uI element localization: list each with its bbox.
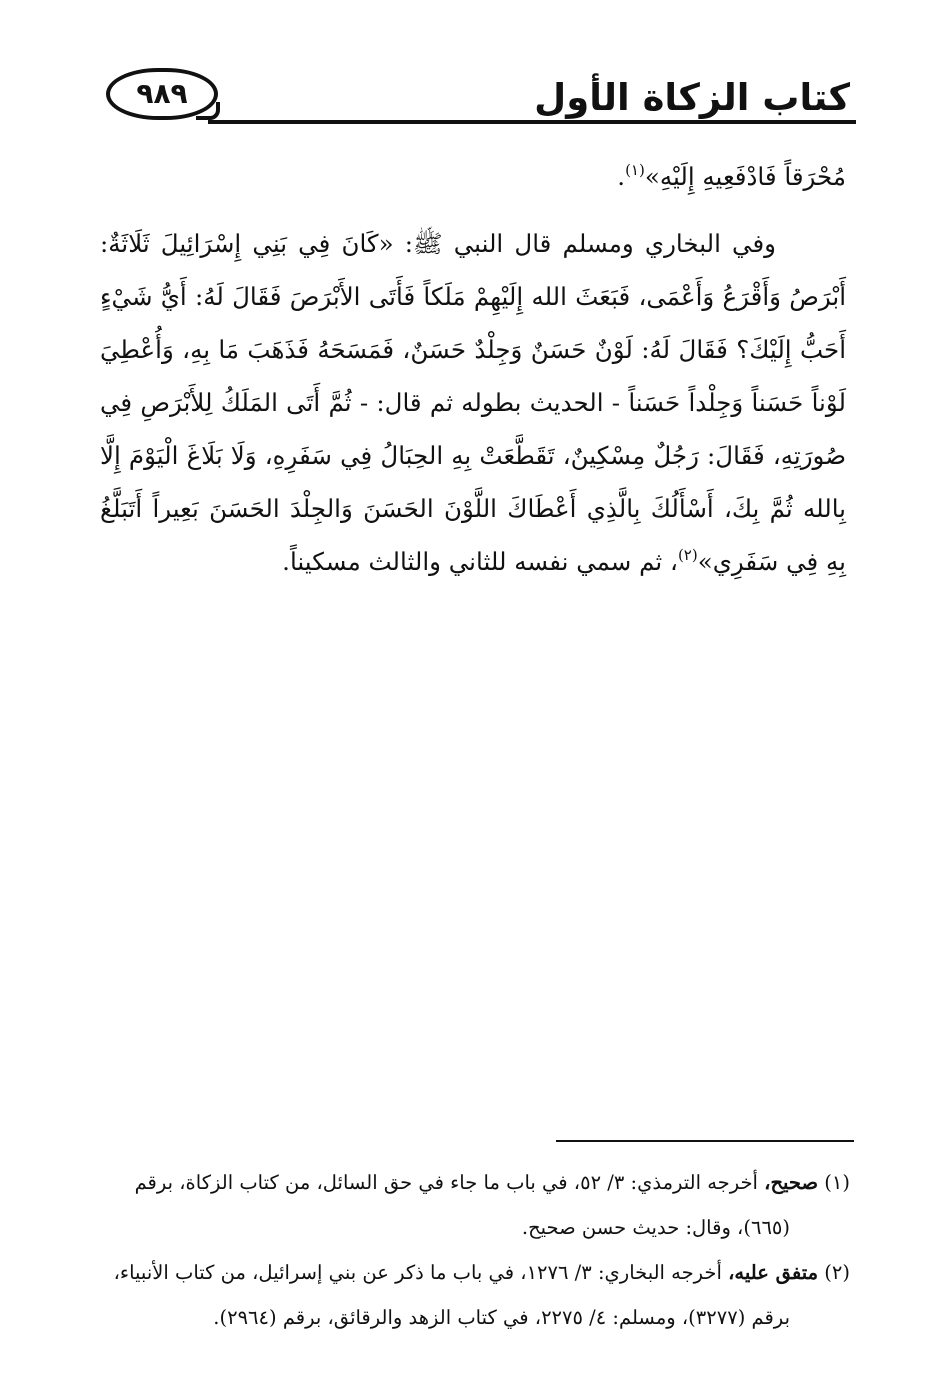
- footnote-1-line2: (٦٦٥)، وقال: حديث حسن صحيح.: [521, 1216, 790, 1239]
- paragraph-1: [100, 150, 846, 203]
- footnote-2: [100, 1250, 850, 1295]
- paragraph-2-end: ، ثم سمي نفسه للثاني والثالث مسكيناً.: [282, 547, 678, 576]
- footnote-2-lead: متفق عليه،: [728, 1261, 819, 1284]
- footnote-ref-2[interactable]: (٢): [677, 546, 698, 564]
- page-header: [96, 62, 856, 132]
- footnote-2-line1: أخرجه البخاري: ٣/ ١٢٧٦، في باب ما ذكر عن بني إسرائيل، من كتاب الأنبياء،: [113, 1261, 722, 1284]
- footnote-1-lead: صحيح،: [764, 1171, 819, 1194]
- footnote-1-marker: (١): [824, 1171, 850, 1194]
- header-rule: [208, 120, 856, 124]
- page-number-badge: [106, 68, 218, 120]
- paragraph-2-text: وفي البخاري ومسلم قال النبي ﷺ: «كَانَ فِي بَنِي إِسْرَائِيلَ ثَلَاثَةٌ: أَبْرَصُ وَأَقْرَعُ وَأَعْمَى، فَبَعَثَ الله إِلَيْهِمْ مَلَكاً فَأَتَى الأَبْرَصَ فَقَالَ لَهُ: أَيُّ شَيْءٍ أَحَبُّ إِلَيْكَ؟ فَقَالَ لَهُ: لَوْنٌ حَسَنٌ وَجِلْدٌ حَسَنٌ، فَمَسَحَهُ فَذَهَبَ مَا بِهِ، وَأُعْطِيَ لَوْناً حَسَناً وَجِلْداً حَسَناً - الحديث بطوله ثم قال: - ثُمَّ أَتَى المَلَكُ لِلأَبْرَصِ فِي صُورَتِهِ، فَقَالَ: رَجُلٌ مِسْكِينٌ، تَقَطَّعَتْ بِهِ الحِبَالُ فِي سَفَرِهِ، وَلَا بَلَاغَ الْيَوْمَ إِلَّا بِالله ثُمَّ بِكَ، أَسْأَلُكَ بِالَّذِي أَعْطَاكَ اللَّوْنَ الحَسَنَ وَالجِلْدَ الحَسَنَ بَعِيراً أَتَبَلَّغُ بِهِ فِي سَفَرِي»: [100, 229, 846, 576]
- footnote-2-line2: برقم (٣٢٧٧)، ومسلم: ٤/ ٢٢٧٥، في كتاب الزهد والرقائق، برقم (٢٩٦٤).: [213, 1306, 790, 1329]
- footnote-1-continuation: [100, 1205, 850, 1250]
- footnote-1: [100, 1160, 850, 1205]
- header-title: كتاب الزكاة الأول: [534, 76, 850, 119]
- footnote-1-line1: أخرجه الترمذي: ٣/ ٥٢، في باب ما جاء في حق السائل، من كتاب الزكاة، برقم: [134, 1171, 758, 1194]
- footnote-ref-1[interactable]: (١): [625, 161, 645, 179]
- footnotes: [100, 1160, 850, 1340]
- page-number: ٩٨٩: [136, 77, 188, 110]
- paragraph-2: [100, 217, 846, 588]
- footnote-2-continuation: [100, 1295, 850, 1340]
- main-text: [100, 150, 846, 588]
- paragraph-1-text: مُحْرَقاً فَادْفَعِيهِ إِلَيْهِ»: [644, 162, 846, 191]
- paragraph-1-end: .: [617, 162, 626, 191]
- footnote-2-marker: (٢): [824, 1261, 850, 1284]
- footnote-separator: [556, 1140, 854, 1142]
